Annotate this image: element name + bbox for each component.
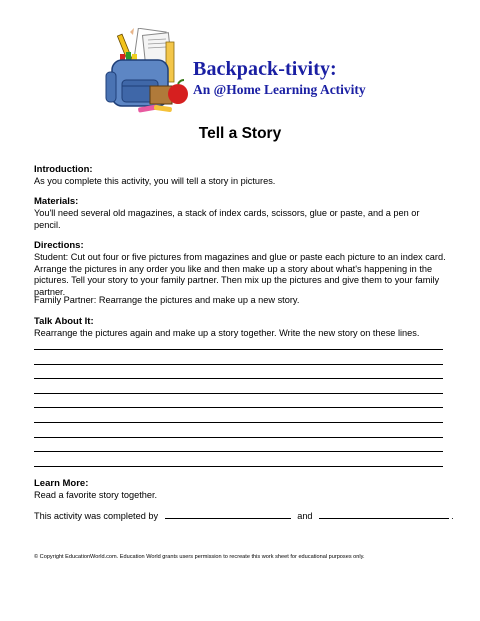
introduction-text: As you complete this activity, you will tell a story in pictures. bbox=[34, 176, 276, 186]
completion-conjunction: and bbox=[297, 511, 313, 521]
materials-heading: Materials: bbox=[34, 196, 79, 207]
completion-line bbox=[34, 511, 454, 521]
writing-line[interactable] bbox=[34, 451, 443, 452]
introduction-heading: Introduction: bbox=[34, 164, 93, 175]
writing-line[interactable] bbox=[34, 349, 443, 350]
writing-line[interactable] bbox=[34, 393, 443, 394]
directions-family-text: Family Partner: Rearrange the pictures and make up a new story. bbox=[34, 295, 300, 305]
partner-name-blank[interactable] bbox=[319, 511, 449, 519]
brand-title: Backpack-tivity: bbox=[193, 58, 337, 80]
directions-student-text: Student: Cut out four or five pictures from magazines and glue or paste each picture to an index card. Arrange the pictures in any order you like and then make up a story about what's happening in the pictures. Tell your story to your family partner. Then mix up the pictures and give them to your family partner. bbox=[34, 252, 446, 297]
writing-line[interactable] bbox=[34, 422, 443, 423]
copyright-notice: © Copyright EducationWorld.com. Education World grants users permission to recreate this work sheet for educational purposes only. bbox=[34, 554, 365, 560]
writing-line[interactable] bbox=[34, 364, 443, 365]
talk-about-it-text: Rearrange the pictures again and make up a story together. Write the new story on these lines. bbox=[34, 328, 420, 338]
directions-heading: Directions: bbox=[34, 240, 84, 251]
writing-line[interactable] bbox=[34, 378, 443, 379]
learn-more-text: Read a favorite story together. bbox=[34, 490, 158, 500]
talk-about-it-heading: Talk About It: bbox=[34, 316, 94, 327]
student-name-blank[interactable] bbox=[165, 511, 291, 519]
writing-line[interactable] bbox=[34, 437, 443, 438]
materials-text: You'll need several old magazines, a stack of index cards, scissors, glue or paste, and a pen or pencil. bbox=[34, 208, 420, 230]
completion-prefix: This activity was completed by bbox=[34, 511, 159, 521]
brand-subtitle: An @Home Learning Activity bbox=[193, 82, 366, 97]
page-title: Tell a Story bbox=[198, 125, 282, 142]
writing-line[interactable] bbox=[34, 407, 443, 408]
writing-lines[interactable] bbox=[34, 349, 443, 480]
writing-line[interactable] bbox=[34, 466, 443, 467]
completion-suffix: . bbox=[451, 511, 454, 521]
backpack-icon bbox=[98, 28, 192, 114]
learn-more-heading: Learn More: bbox=[34, 478, 89, 489]
